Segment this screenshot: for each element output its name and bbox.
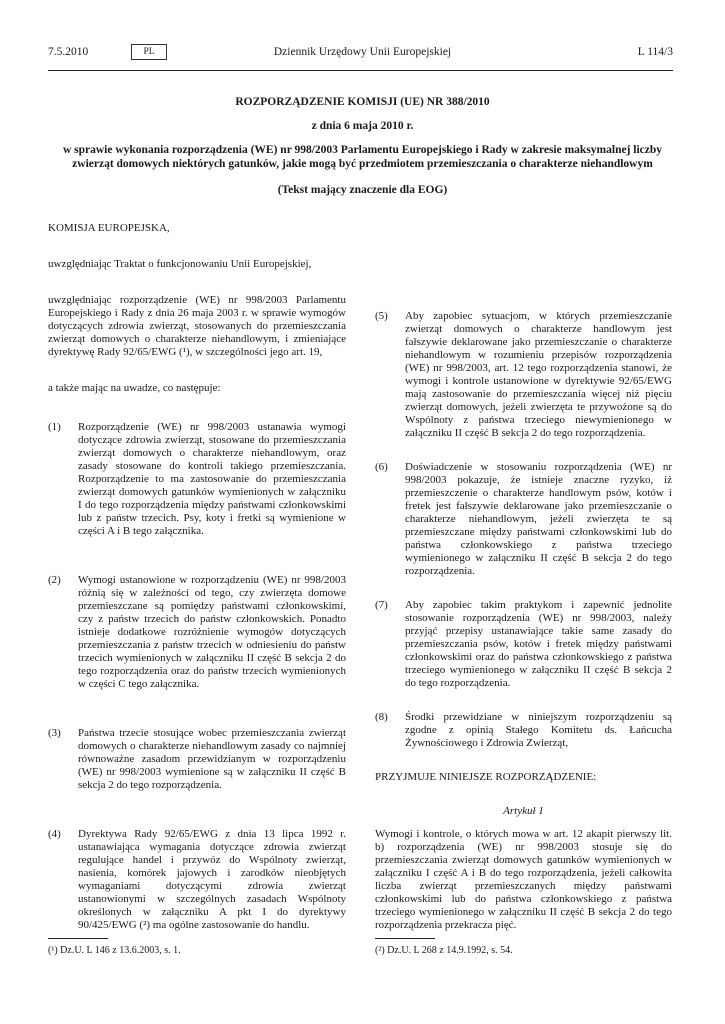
recital-1 [48, 421, 346, 538]
footnote-divider-right [375, 938, 435, 939]
page-reference: L 114/3 [637, 46, 673, 58]
right-column [375, 222, 672, 932]
citation-treaty: uwzględniając Traktat o funkcjonowaniu Unii Europejskiej, [48, 258, 312, 270]
language-badge: PL [131, 44, 167, 60]
eea-relevance: (Tekst mający znaczenie dla EOG) [277, 184, 448, 196]
journal-title: Dziennik Urzędowy Unii Europejskiej [273, 46, 452, 58]
recital-text: Aby zapobiec takim praktykom i zapewnić jednolite stosowanie rozporządzenia (WE) nr 998/2003, należy przyjąć przepisy ustanawiające takie same zasady do przemieszczania psów, kotów i fretek między państwami członkowskimi oraz do państwa członkowskiego z państwa trzeciego wymienionego w załączniku II część B sekcja 2 do tego rozporządzenia. [405, 599, 672, 689]
recital-2 [48, 574, 346, 691]
regulation-date: z dnia 6 maja 2010 r. [311, 120, 414, 132]
regulation-number: ROZPORZĄDZENIE KOMISJI (UE) NR 388/2010 [235, 96, 490, 108]
recital-number: (5) [375, 310, 388, 322]
recital-6 [375, 461, 672, 578]
issuing-authority: KOMISJA EUROPEJSKA, [48, 222, 170, 234]
recital-7 [375, 599, 672, 690]
article-1-title: Artykuł 1 [503, 805, 544, 817]
recital-text: Wymogi ustanowione w rozporządzeniu (WE) nr 998/2003 różnią się w zależności od tego, czy zwierzęta domowe przemieszczane są pomiędzy państwami członkowskimi, czy z państw trzecich do państw członkowskich. Ponadto istnieje dodatkowe rozróżnienie wymogów dotyczących przemieszczania z państw trzecich w odniesieniu do państw trzecich wymienionych w załączniku II część B sekcja 2 do tego rozporządzenia oraz do państw trzecich wymienionych w części C tego załącznika. [78, 574, 346, 690]
recital-text: Środki przewidziane w niniejszym rozporządzeniu są zgodne z opinią Stałego Komitetu ds. Łańcucha Żywnościowego i Zdrowia Zwierząt, [405, 711, 672, 749]
footnote-2: (²) Dz.U. L 268 z 14.9.1992, s. 54. [375, 945, 513, 956]
citation-regulation: uwzględniając rozporządzenie (WE) nr 998/2003 Parlamentu Europejskiego i Rady z dnia 26 maja 2003 r. w sprawie wymogów dotyczących zdrowia zwierząt, stosowanych do przemieszczania zwierząt domowych o charakterze niehandlowym, i zmieniające dyrektywę Rady 92/65/EWG (¹), w szczególności jego art. 19, [48, 294, 346, 358]
recital-4 [48, 828, 346, 932]
whereas-intro: a także mając na uwadze, co następuje: [48, 382, 221, 394]
recital-5 [375, 310, 672, 440]
article-1-text: Wymogi i kontrole, o których mowa w art. 12 akapit pierwszy lit. b) rozporządzenia (WE) nr 998/2003 stosuje się do przemieszczania zwierząt domowych gatunków wymienionych w załączniku I część A i B do tego rozporządzenia, jeżeli całkowita liczba zwierząt przemieszczanych między państwami członkowskimi lub do państwa członkowskiego z państwa trzeciego wymienionego w załączniku II część B sekcja 2 do tego rozporządzenia przekracza pięć. [375, 828, 672, 931]
adoption-formula: PRZYJMUJE NINIEJSZE ROZPORZĄDZENIE: [375, 771, 597, 783]
document-title-block [60, 95, 665, 197]
footnote-divider-left [48, 938, 108, 939]
recital-text: Państwa trzecie stosujące wobec przemieszczania zwierząt domowych o charakterze niehandlowym zasady co najmniej równoważne zasadom przewidzianym w rozporządzeniu (WE) nr 998/2003 wymienione są w załączniku II część B sekcja 2 do tego rozporządzenia. [78, 727, 346, 791]
page-header [0, 44, 725, 64]
recital-number: (3) [48, 727, 61, 739]
recital-number: (1) [48, 421, 61, 433]
recital-number: (7) [375, 599, 388, 611]
recital-text: Doświadczenie w stosowaniu rozporządzenia (WE) nr 998/2003 pokazuje, że istnieje znaczne ryzyko, iż przemieszczenie o charakterze handlowym psów, kotów i fretek jest fałszywie deklarowane jako przemieszczanie o charakterze niehandlowym, jeżeli zwierzęta te są przemieszczane między państwami członkowskimi lub do państwa członkowskiego z państwa trzeciego wymienionego w załączniku II część B sekcja 2 do tego rozporządzenia. [405, 461, 672, 577]
recital-number: (8) [375, 711, 388, 723]
footnote-1: (¹) Dz.U. L 146 z 13.6.2003, s. 1. [48, 945, 181, 956]
recital-text: Rozporządzenie (WE) nr 998/2003 ustanawia wymogi dotyczące zdrowia zwierząt, stosowane do przemieszczania zwierząt domowych o charakterze niehandlowym, oraz zasady stosowane do kontroli takiego przemieszczania. Rozporządzenie to ma zastosowanie do przemieszczania zwierząt domowych gatunków wymienionych w załączniku I do tego rozporządzenia między państwami członkowskimi lub z państw trzecich. Psy, koty i fretki są wymienione w części A i B tego załącznika. [78, 421, 346, 537]
recital-text: Aby zapobiec sytuacjom, w których przemieszczanie zwierząt domowych o charakterze handlowym jest fałszywie deklarowane jako przemieszczanie o charakterze niehandlowym w rozumieniu przepisów rozporządzenia (WE) nr 998/2003, art. 12 tego rozporządzenia stanowi, że wymogi i kontrole ustanowione w dyrektywie 92/65/EWG mają zastosowanie do przemieszczania więcej niż pięciu zwierząt domowych, jeżeli zwierzęta te przywożone są do Wspólnoty z państwa trzeciego niewymienionego w załączniku II część B sekcja 2 do tego rozporządzenia. [405, 310, 672, 439]
recital-8 [375, 711, 672, 750]
recital-number: (4) [48, 828, 61, 840]
recital-text: Dyrektywa Rady 92/65/EWG z dnia 13 lipca 1992 r. ustanawiająca wymagania dotyczące zdrowia zwierząt regulujące handel i przywóz do Wspólnoty zwierząt, nasienia, komórek jajowych i zarodków nieobjętych wymaganiami dotyczącymi zdrowia zwierząt ustanowionymi w szczególnych zasadach Wspólnoty określonych w załączniku A pkt I do dyrektywy 90/425/EWG (²) ma ogólne zastosowanie do handlu. [78, 828, 346, 931]
left-column [48, 222, 346, 932]
publication-date: 7.5.2010 [48, 46, 89, 58]
recital-number: (2) [48, 574, 61, 586]
recital-number: (6) [375, 461, 388, 473]
regulation-subject: w sprawie wykonania rozporządzenia (WE) nr 998/2003 Parlamentu Europejskiego i Rady w zakresie maksymalnej liczby zwierząt domowych niektórych gatunków, jakie mogą być przedmiotem przemieszczania o charakterze niehandlowym [62, 144, 663, 170]
recital-3 [48, 727, 346, 792]
header-divider [48, 70, 673, 71]
